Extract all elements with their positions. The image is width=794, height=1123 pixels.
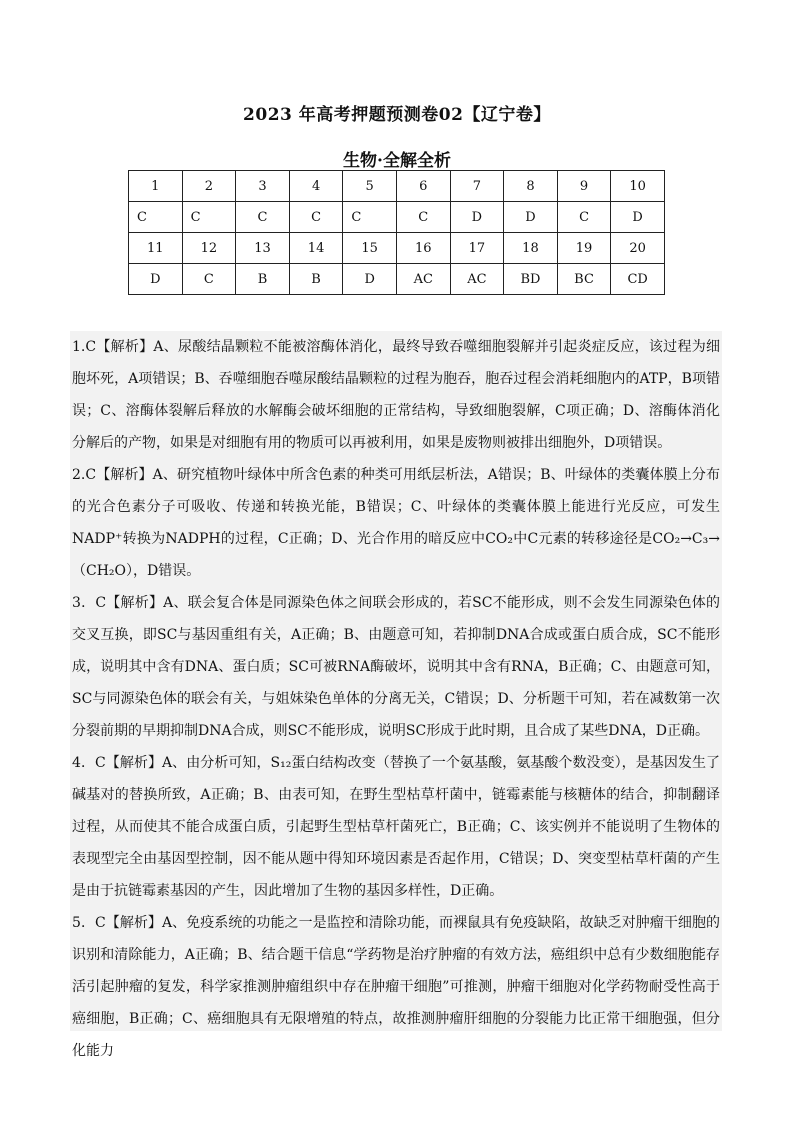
table-cell: 5 [343, 171, 397, 202]
explanation-item-4: 4．C【解析】A、由分析可知，S₁₂蛋白结构改变（替换了一个氨基酸，氨基酸个数没变），是基因发生了碱基对的替换所致，A正确；B、由表可知，在野生型枯草杆菌中，链霉素能与核糖体的结合，抑制翻译过程，从而使其不能合成蛋白质，引起野生型枯草杆菌死亡，B正确；C、该实例并不能说明了生物体的表现型完全由基因型控制，因不能从题中得知环境因素是否起作用，C错误；D、突变型枯草杆菌的产生是由于抗链霉素基因的产生，因此增加了生物的基因多样性，D正确。 [72, 755, 720, 899]
table-cell: C [236, 202, 290, 233]
table-cell: D [611, 202, 665, 233]
table-cell: C [129, 202, 183, 233]
table-cell: AC [450, 264, 504, 295]
page-title: 2023 年高考押题预测卷02【辽宁卷】 [243, 105, 551, 125]
table-cell: 14 [289, 233, 343, 264]
table-row-answers-2 [129, 264, 665, 295]
table-cell: 15 [343, 233, 397, 264]
table-cell: D [504, 202, 558, 233]
table-cell: 13 [236, 233, 290, 264]
table-cell: C [396, 202, 450, 233]
table-cell: B [236, 264, 290, 295]
table-cell: 7 [450, 171, 504, 202]
table-cell: 18 [504, 233, 558, 264]
table-cell: C [182, 202, 236, 233]
table-cell: 6 [396, 171, 450, 202]
table-cell: D [343, 264, 397, 295]
table-cell: B [289, 264, 343, 295]
table-cell: BC [557, 264, 611, 295]
table-cell: 8 [504, 171, 558, 202]
explanation-section [70, 331, 722, 1059]
table-cell: CD [611, 264, 665, 295]
table-cell: 4 [289, 171, 343, 202]
table-row-numbers-1 [129, 171, 665, 202]
table-cell: AC [396, 264, 450, 295]
table-cell: 2 [182, 171, 236, 202]
table-cell: C [343, 202, 397, 233]
explanation-item-3: 3．C【解析】A、联会复合体是同源染色体之间联会形成的，若SC不能形成，则不会发生同源染色体的交叉互换，即SC与基因重组有关，A正确；B、由题意可知，若抑制DNA合成或蛋白质合成，SC不能形成，说明其中含有DNA、蛋白质；SC可被RNA酶破坏，说明其中含有RNA，B正确；C、由题意可知，SC与同源染色体的联会有关，与姐妹染色单体的分离无关，C错误；D、分析题干可知，若在减数第一次分裂前期的早期抑制DNA合成，则SC不能形成，说明SC形成于此时期，且合成了某些DNA，D正确。 [72, 595, 720, 739]
explanation-item-2: 2.C【解析】A、研究植物叶绿体中所含色素的种类可用纸层析法，A错误；B、叶绿体的类囊体膜上分布的光合色素分子可吸收、传递和转换光能，B错误；C、叶绿体的类囊体膜上能进行光反应，可发生NADP⁺转换为NADPH的过程，C正确；D、光合作用的暗反应中CO₂中C元素的转移途径是CO₂→C₃→（CH₂O），D错误。 [72, 467, 720, 579]
table-cell: 17 [450, 233, 504, 264]
table-cell: 16 [396, 233, 450, 264]
table-cell: 9 [557, 171, 611, 202]
answer-table [128, 170, 665, 295]
table-row-answers-1 [129, 202, 665, 233]
table-title: 生物·全解全析 [343, 151, 451, 171]
table-cell: C [289, 202, 343, 233]
table-cell: D [450, 202, 504, 233]
table-cell: 19 [557, 233, 611, 264]
table-cell: 1 [129, 171, 183, 202]
table-cell: BD [504, 264, 558, 295]
table-cell: C [182, 264, 236, 295]
table-cell: 10 [611, 171, 665, 202]
explanation-item-5: 5．C【解析】A、免疫系统的功能之一是监控和清除功能，而裸鼠具有免疫缺陷，故缺乏对肿瘤干细胞的识别和清除能力，A正确；B、结合题干信息“学药物是治疗肿瘤的有效方法，癌组织中总有少数细胞能存活引起肿瘤的复发，科学家推测肿瘤组织中存在肿瘤干细胞”可推测，肿瘤干细胞对化学药物耐受性高于癌细胞，B正确；C、癌细胞具有无限增殖的特点，故推测肿瘤肝细胞的分裂能力比正常干细胞强，但分化能力 [72, 915, 720, 1059]
table-row-numbers-2 [129, 233, 665, 264]
table-cell: D [129, 264, 183, 295]
explanation-item-1: 1.C【解析】A、尿酸结晶颗粒不能被溶酶体消化，最终导致吞噬细胞裂解并引起炎症反应，该过程为细胞坏死，A项错误；B、吞噬细胞吞噬尿酸结晶颗粒的过程为胞吞，胞吞过程会消耗细胞内的ATP，B项错误；C、溶酶体裂解后释放的水解酶会破坏细胞的正常结构，导致细胞裂解，C项正确；D、溶酶体消化分解后的产物，如果是对细胞有用的物质可以再被利用，如果是废物则被排出细胞外，D项错误。 [72, 339, 720, 451]
table-cell: C [557, 202, 611, 233]
table-cell: 12 [182, 233, 236, 264]
table-cell: 20 [611, 233, 665, 264]
table-cell: 3 [236, 171, 290, 202]
table-cell: 11 [129, 233, 183, 264]
